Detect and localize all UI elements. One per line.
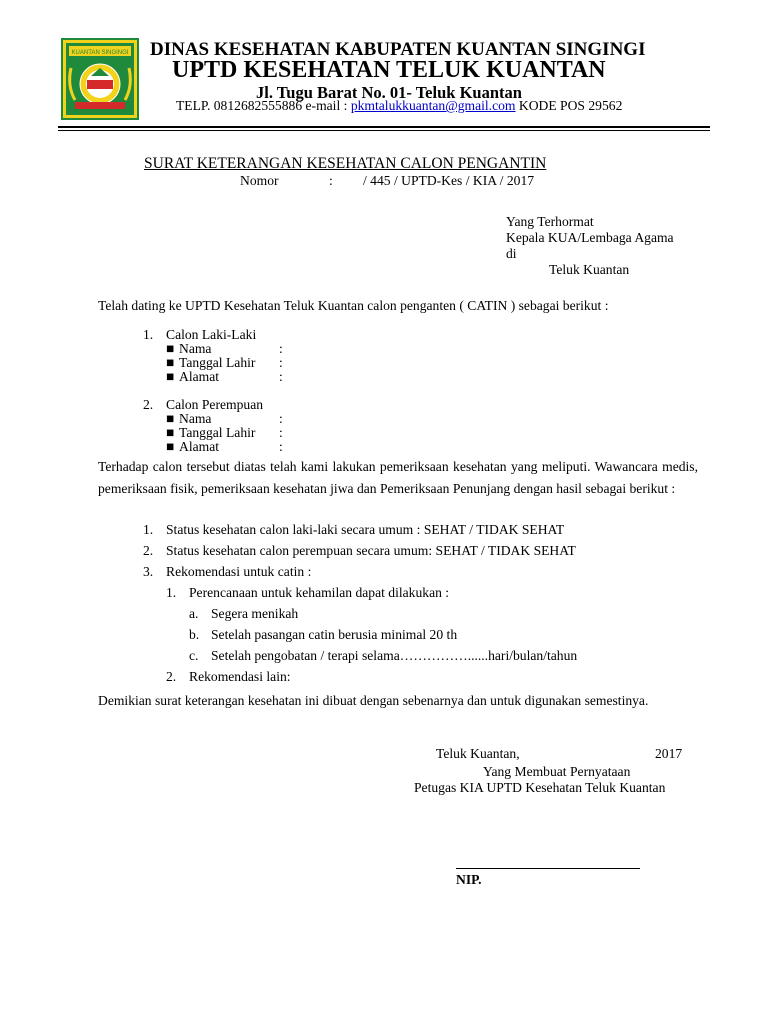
- option-b-text: Setelah pasangan catin berusia minimal 20 th: [211, 627, 458, 642]
- recommendation-1-number: 1.: [166, 585, 177, 600]
- groom-address-colon: :: [279, 369, 283, 384]
- groom-name-colon: :: [279, 341, 283, 356]
- signature-maker: Yang Membuat Pernyataan: [483, 764, 631, 779]
- groom-heading: Calon Laki-Laki: [166, 327, 257, 342]
- bullet-icon: ■: [166, 369, 175, 384]
- header-divider-thin: [58, 130, 710, 131]
- nip-label: NIP.: [456, 872, 482, 887]
- bullet-icon: ■: [166, 411, 175, 426]
- groom-birthdate-colon: :: [279, 355, 283, 370]
- groom-address-label: Alamat: [179, 369, 220, 384]
- recipient-greeting: Yang Terhormat: [506, 214, 594, 229]
- bride-address-label: Alamat: [179, 439, 220, 454]
- bullet-icon: ■: [166, 439, 175, 454]
- result-2-number: 2.: [143, 543, 154, 558]
- closing-paragraph: Demikian surat keterangan kesehatan ini dibuat dengan sebenarnya dan untuk digunakan semestinya.: [98, 693, 649, 708]
- signature-line: [456, 868, 640, 869]
- recipient-place: Teluk Kuantan: [549, 262, 630, 277]
- agency-name: DINAS KESEHATAN KABUPATEN KUANTAN SINGINGI: [150, 39, 646, 60]
- recipient-di: di: [506, 246, 517, 261]
- office-address: Jl. Tugu Barat No. 01- Teluk Kuantan: [256, 83, 522, 102]
- bullet-icon: ■: [166, 341, 175, 356]
- groom-name-label: Nama: [179, 341, 212, 356]
- letter-number-label: Nomor: [240, 173, 279, 188]
- svg-text:KUANTAN SINGINGI: KUANTAN SINGINGI: [71, 50, 129, 56]
- intro-text: Telah dating ke UPTD Kesehatan Teluk Kuantan calon penganten ( CATIN ) sebagai berikut :: [98, 298, 609, 313]
- bride-heading: Calon Perempuan: [166, 397, 264, 412]
- result-3-text: Rekomendasi untuk catin :: [166, 564, 312, 579]
- option-b-letter: b.: [189, 627, 200, 642]
- email-link[interactable]: pkmtalukkuantan@gmail.com: [350, 98, 516, 113]
- postal-code: KODE POS 29562: [515, 98, 623, 113]
- result-3-number: 3.: [143, 564, 154, 579]
- groom-birthdate-label: Tanggal Lahir: [179, 355, 256, 370]
- regency-logo: [61, 38, 139, 120]
- bride-address-colon: :: [279, 439, 283, 454]
- bride-name-colon: :: [279, 411, 283, 426]
- signature-year: 2017: [655, 746, 683, 761]
- result-1-text: Status kesehatan calon laki-laki secara umum : SEHAT / TIDAK SEHAT: [166, 522, 565, 537]
- contact-phone: TELP. 0812682555886 e-mail :: [176, 98, 351, 113]
- result-2-text: Status kesehatan calon perempuan secara umum: SEHAT / TIDAK SEHAT: [166, 543, 576, 558]
- bride-number: 2.: [143, 397, 154, 412]
- result-1-number: 1.: [143, 522, 154, 537]
- recommendation-2-text: Rekomendasi lain:: [189, 669, 291, 684]
- letter-number-colon: :: [329, 173, 333, 188]
- groom-number: 1.: [143, 327, 154, 342]
- option-c-text: Setelah pengobatan / terapi selama……………......hari/bulan/tahun: [211, 648, 578, 663]
- recipient-title: Kepala KUA/Lembaga Agama: [506, 230, 674, 245]
- exam-paragraph: Terhadap calon tersebut diatas telah kami lakukan pemeriksaan kesehatan yang meliputi. Wawancara medis, pemeriksaan fisik, pemeriksaan kesehatan jiwa dan Pemeriksaan Penunjang dengan hasil sebagai berikut :: [98, 459, 698, 496]
- contact-line: [176, 98, 622, 114]
- letter-title: SURAT KETERANGAN KESEHATAN CALON PENGANTIN: [144, 155, 547, 172]
- bullet-icon: ■: [166, 425, 175, 440]
- bride-name-label: Nama: [179, 411, 212, 426]
- option-a-letter: a.: [189, 606, 199, 621]
- office-name: UPTD KESEHATAN TELUK KUANTAN: [172, 57, 606, 83]
- bride-birthdate-label: Tanggal Lahir: [179, 425, 256, 440]
- option-c-letter: c.: [189, 648, 199, 663]
- bride-birthdate-colon: :: [279, 425, 283, 440]
- header-divider-thick: [58, 126, 710, 128]
- recommendation-1-text: Perencanaan untuk kehamilan dapat dilakukan :: [189, 585, 450, 600]
- signature-place: Teluk Kuantan,: [436, 746, 520, 761]
- letter-number-value: / 445 / UPTD-Kes / KIA / 2017: [363, 173, 535, 188]
- bullet-icon: ■: [166, 355, 175, 370]
- signature-role: Petugas KIA UPTD Kesehatan Teluk Kuantan: [414, 780, 666, 795]
- recommendation-2-number: 2.: [166, 669, 177, 684]
- option-a-text: Segera menikah: [211, 606, 299, 621]
